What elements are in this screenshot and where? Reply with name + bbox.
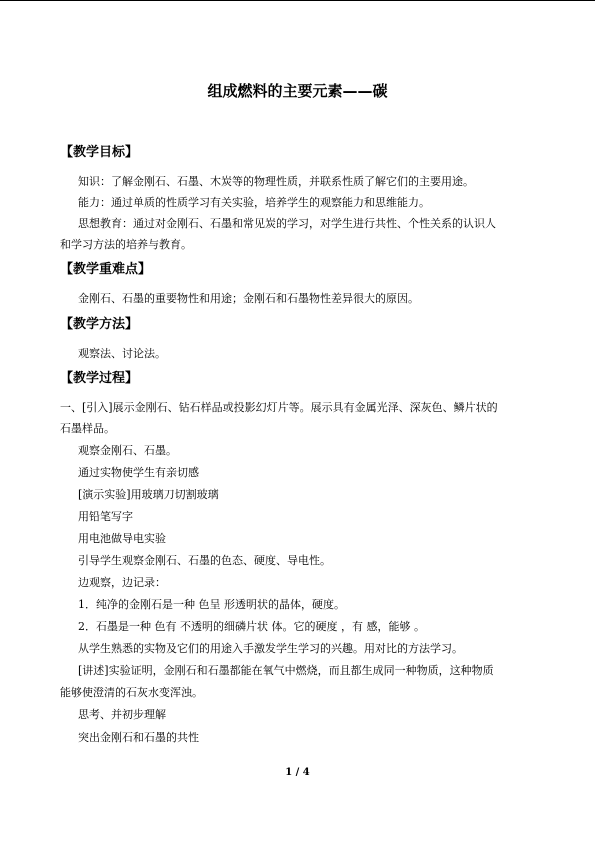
page-number: 1 / 4 xyxy=(285,767,310,778)
process-line: 引导学生观察金刚石、石墨的色态、硬度、导电性。 xyxy=(78,554,331,567)
goal-ideology-cont: 和学习方法的培养与教育。 xyxy=(60,238,192,251)
process-line: [演示实验]用玻璃刀切割玻璃 xyxy=(78,488,219,501)
process-line: 用电池做导电实验 xyxy=(78,532,166,545)
process-line: 石墨样品。 xyxy=(60,422,115,435)
process-line: 突出金刚石和石墨的共性 xyxy=(78,731,199,744)
key-points-text: 金刚石、石墨的重要物性和用途；金刚石和石墨物性差异很大的原因。 xyxy=(78,292,419,305)
process-line: 用铅笔写字 xyxy=(78,510,133,523)
process-line: 通过实物使学生有亲切感 xyxy=(78,466,199,479)
page-title: 组成燃料的主要元素——碳 xyxy=(207,82,388,100)
process-line: 思考、并初步理解 xyxy=(78,708,166,721)
process-line: 一、[引入]展示金刚石、钻石样品或投影幻灯片等。展示具有金属光泽、深灰色、鳞片状的 xyxy=(60,401,498,414)
process-line: 观察金刚石、石墨。 xyxy=(78,444,177,457)
heading-teaching-process: 【教学过程】 xyxy=(60,371,139,386)
process-line: 从学生熟悉的实物及它们的用途入手激发学生学习的兴趣。用对比的方法学习。 xyxy=(78,642,463,655)
methods-text: 观察法、讨论法。 xyxy=(78,347,166,360)
goal-ability: 能力：通过单质的性质学习有关实验，培养学生的观察能力和思维能力。 xyxy=(78,196,430,209)
process-line: 1．纯净的金刚石是一种 色呈 形透明状的晶体，硬度。 xyxy=(78,598,345,611)
heading-teaching-methods: 【教学方法】 xyxy=(60,317,139,332)
process-line: 边观察，边记录： xyxy=(78,576,166,589)
heading-teaching-goals: 【教学目标】 xyxy=(60,145,139,160)
process-line: 能够使澄清的石灰水变浑浊。 xyxy=(60,686,203,699)
header-rule xyxy=(0,0,595,1)
process-line: 2．石墨是一种 色有 不透明的细磷片状 体。它的硬度 ，有 感，能够 。 xyxy=(78,620,425,633)
heading-key-points: 【教学重难点】 xyxy=(60,262,152,277)
goal-knowledge: 知识：了解金刚石、石墨、木炭等的物理性质，并联系性质了解它们的主要用途。 xyxy=(78,175,474,188)
process-line: [讲述]实验证明，金刚石和石墨都能在氧气中燃烧，而且都生成同一种物质，这种物质 xyxy=(78,664,494,677)
goal-ideology: 思想教育：通过对金刚石、石墨和常见炭的学习，对学生进行共性、个性关系的认识人 xyxy=(78,217,496,230)
